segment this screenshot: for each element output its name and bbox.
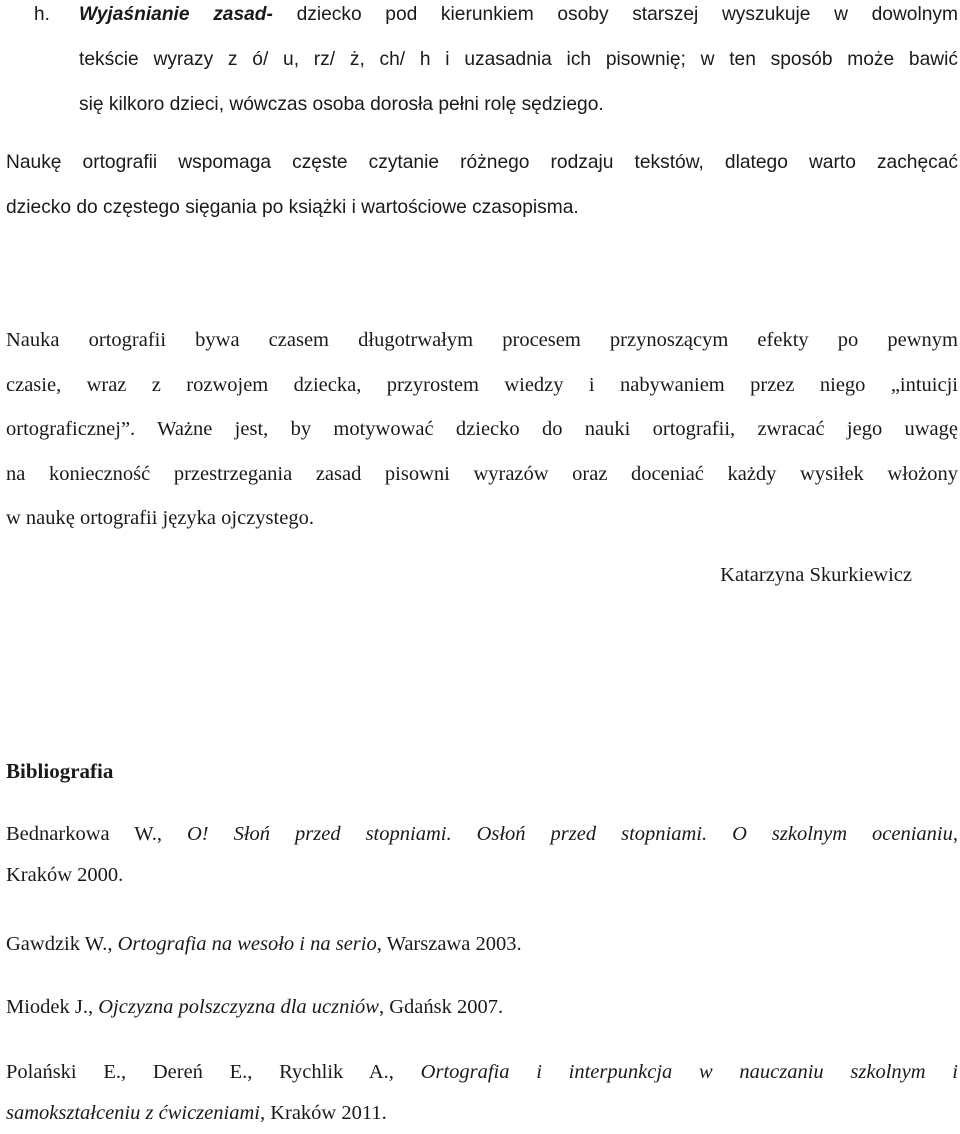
bibliography-entry-1-line-2: Kraków 2000. — [6, 864, 124, 886]
entry-title: Ojczyzna polszczyzna dla uczniów — [98, 996, 379, 1018]
paragraph-1-line-1: Naukę ortografii wspomaga częste czytanie różnego rodzaju tekstów, dlatego warto zachęcać — [6, 152, 958, 173]
bibliography-entry-2 — [6, 924, 958, 965]
paragraph-2-line-5: w naukę ortografii języka ojczystego. — [6, 507, 314, 529]
entry-rest: , Gdańsk 2007. — [378, 996, 504, 1018]
entry-rest: , Kraków 2011. — [259, 1102, 387, 1124]
entry-author: Bednarkowa W., — [6, 823, 187, 845]
list-item-line-3: się kilkoro dzieci, wówczas osoba dorosła pełni rolę sędziego. — [79, 94, 604, 115]
entry-title-cont: samokształceniu z ćwiczeniami — [6, 1102, 260, 1124]
author-name: Katarzyna Skurkiewicz — [720, 564, 912, 586]
entry-rest: , Warszawa 2003. — [376, 933, 522, 955]
list-item-line-1 — [79, 0, 958, 37]
list-item-title: Wyjaśnianie zasad- — [79, 4, 273, 25]
paragraph-1-line-2: dziecko do częstego sięgania po książki i wartościowe czasopisma. — [6, 197, 579, 218]
paragraph-2-line-4: na konieczność przestrzegania zasad pisowni wyrazów oraz doceniać każdy wysiłek włożony — [6, 462, 958, 485]
paragraph-2-line-1: Nauka ortografii bywa czasem długotrwałym procesem przynoszącym efekty po pewnym — [6, 329, 958, 351]
paragraph-1 — [6, 140, 958, 230]
entry-author: Miodek J., — [6, 996, 99, 1018]
paragraph-2-line-2: czasie, wraz z rozwojem dziecka, przyrostem wiedzy i nabywaniem przez niego „intuicji — [6, 373, 958, 396]
entry-title: Ortografia i interpunkcja w nauczaniu szkolnym i — [420, 1061, 958, 1083]
entry-rest: , — [952, 823, 959, 845]
bibliography-entry-1 — [6, 814, 958, 896]
bibliography-entry-4-line-1 — [6, 1052, 958, 1093]
list-marker: h. — [34, 4, 50, 25]
paragraph-2-line-3: ortograficznej”. Ważne jest, by motywować dziecko do nauki ortografii, zwracać jego uwagę — [6, 418, 958, 440]
list-item-body — [79, 0, 958, 127]
entry-title: O! Słoń przed stopniami. Osłoń przed stopniami. O szkolnym ocenianiu — [186, 823, 953, 845]
bibliography-entry-4-line-2 — [6, 1093, 958, 1134]
list-item-line-2: tekście wyrazy z ó/ u, rz/ ż, ch/ h i uzasadnia ich pisownię; w ten sposób może bawić — [79, 49, 958, 70]
list-item-line-1-rest: dziecko pod kierunkiem osoby starszej wyszukuje w dowolnym — [272, 4, 958, 25]
paragraph-2 — [6, 318, 958, 541]
bibliography-entry-1-line-1 — [6, 814, 958, 855]
bibliography-entry-4 — [6, 1052, 958, 1134]
entry-author: Gawdzik W., — [6, 933, 118, 955]
entry-author: Polański E., Dereń E., Rychlik A., — [6, 1061, 421, 1083]
list-item-h — [6, 0, 958, 127]
bibliography-entry-3 — [6, 987, 958, 1028]
entry-title: Ortografia na wesoło i na serio — [117, 933, 377, 955]
bibliography-heading: Bibliografia — [6, 759, 114, 783]
